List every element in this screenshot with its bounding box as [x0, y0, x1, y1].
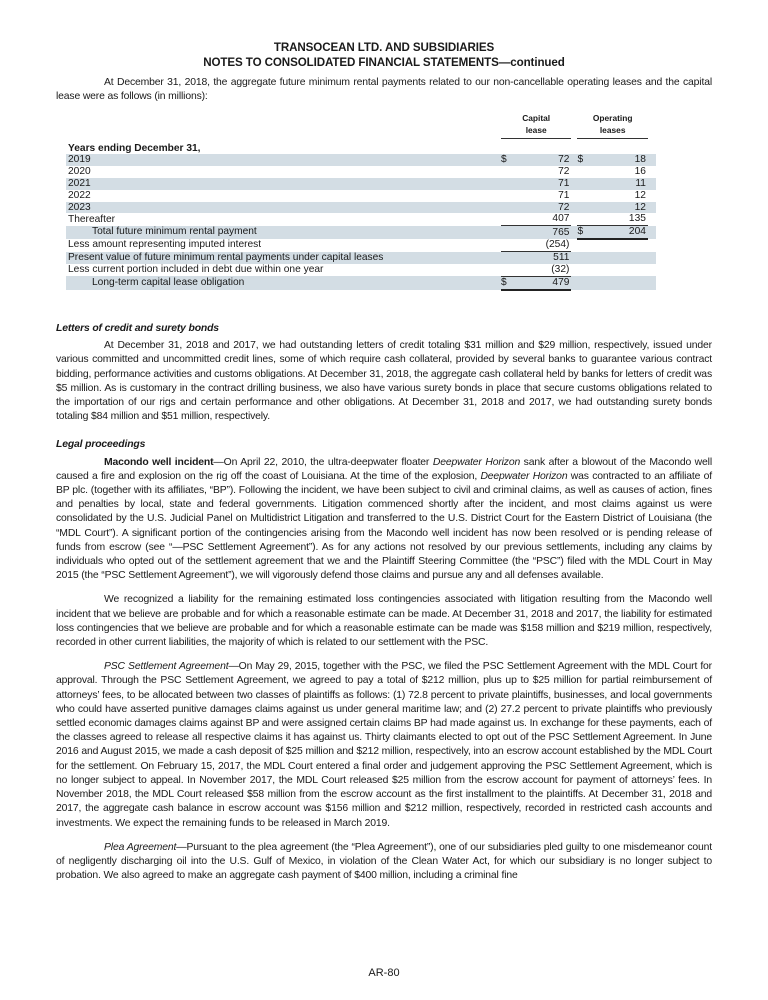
row-label: 2023 — [66, 202, 495, 214]
psc-body: —On May 29, 2015, together with the PSC, we filed the PSC Settlement Agreement with the MDL Court for approval. Through the PSC Settlement Agreement, we agreed to pay a total of $212 million, plus up to $25 million for partial reimbursement of attorneys’ fees, to be allocated between two classes of plaintiffs as follows: (1) 72.8 percent to private plaintiffs, businesses, and local governments who could have asserted punitive damages claims against us under general maritime law; and (2) 27.2 percent to private plaintiffs who previously settled economic damages claims against BP and were assigned certain claims BP had made against us. In exchange for these payments, each of the classes agreed to release all respective claims it has against us. Thirty claimants elected to opt out of the PSC Settlement Agreement. In June 2016 and August 2015, we made a cash deposit of $25 million and $212 million, respectively, into an escrow account established by the MDL Court for the settlement. On February 15, 2017, the MDL Court entered a final order and judgement approving the PSC Settlement Agreement, which is no longer subject to appeal. In November 2017, the MDL Court released $25 million from the escrow account for payment of attorneys’ fees. In November 2018, the MDL Court released $58 million from the escrow account as the first installment to the plaintiffs. At December 31, 2018 and 2017, the aggregate cash balance in escrow account was $156 million and $212 million, respectively, recorded in restricted cash accounts and investments. We expect the remaining funds to be released in March 2019. — [56, 661, 712, 829]
table-row — [66, 226, 656, 239]
row-label: Present value of future minimum rental payments under capital leases — [66, 252, 495, 264]
years-heading: Years ending December 31, — [68, 142, 201, 154]
spacer — [648, 213, 656, 225]
table-row — [66, 202, 656, 214]
operating-header-line1: Operating — [592, 113, 633, 123]
operating-currency-symbol: $ — [577, 154, 589, 166]
capital-lease-value: 479 — [513, 276, 571, 289]
operating-currency-symbol — [577, 252, 589, 264]
table-column-headers — [66, 113, 656, 138]
spacer — [648, 226, 656, 239]
plea-body: —Pursuant to the plea agreement (the “Plea Agreement”), one of our subsidiaries pled guilty to one misdemeanor count of negligently discharging oil into the U.S. Gulf of Mexico, in violation of the Clean Water Act, for which our subsidiary is no longer subject to probation. We also agreed to make an aggregate cash payment of $400 million, including a criminal fine — [56, 841, 713, 882]
letters-section-title: Letters of credit and surety bonds — [56, 323, 219, 334]
macondo-paragraph — [56, 456, 712, 584]
lease-payments-table — [66, 113, 656, 291]
letters-section — [56, 322, 712, 883]
vessel-name: Deepwater Horizon — [480, 470, 568, 482]
capital-lease-value: (254) — [513, 239, 571, 252]
table-row — [66, 239, 656, 252]
liability-paragraph: We recognized a liability for the remaining estimated loss contingencies associated with litigation resulting from the Macondo well incident that we believe are probable and for which a reasonable estimate can be made. At December 31, 2018 and 2017, the liability for estimated loss contingencies that we believe are probable and for which a reasonable estimate can be made was $158 million and $219 million, respectively, recorded in other current liabilities, the majority of which is related to our settlement with the PSC. — [56, 594, 712, 649]
spacer — [648, 190, 656, 202]
capital-lease-value: 71 — [513, 178, 571, 190]
operating-currency-symbol — [577, 166, 589, 178]
operating-currency-symbol — [577, 202, 589, 214]
table-row — [66, 190, 656, 202]
spacer — [648, 239, 656, 252]
capital-lease-value: 71 — [558, 189, 570, 201]
capital-currency-symbol — [501, 264, 513, 276]
operating-currency-symbol: $ — [577, 226, 589, 239]
operating-leases-value: 12 — [590, 202, 648, 214]
operating-leases-value: 135 — [590, 213, 648, 225]
operating-leases-value: 18 — [590, 154, 648, 166]
capital-currency-symbol — [501, 226, 513, 239]
spacer — [648, 166, 656, 178]
capital-currency-symbol — [501, 178, 513, 190]
row-label: Long-term capital lease obligation — [66, 276, 495, 289]
capital-lease-value: 72 — [558, 166, 570, 178]
page-subtitle: NOTES TO CONSOLIDATED FINANCIAL STATEMENTS—continued — [203, 56, 565, 69]
capital-lease-value: (32) — [513, 264, 571, 276]
spacer — [648, 264, 656, 276]
table-row — [66, 213, 656, 225]
spacer — [648, 154, 656, 166]
capital-currency-symbol — [501, 166, 513, 178]
row-label: 2022 — [68, 189, 91, 201]
capital-header-line1: Capital — [522, 113, 551, 123]
table-row — [66, 166, 656, 178]
capital-currency-symbol — [501, 190, 513, 202]
table-row — [66, 154, 656, 166]
capital-header-line2: lease — [525, 124, 547, 135]
operating-currency-symbol — [577, 276, 589, 289]
psc-lead: PSC Settlement Agreement — [104, 661, 229, 673]
plea-paragraph — [56, 841, 712, 884]
macondo-lead: Macondo well incident — [104, 456, 214, 468]
operating-leases-header — [577, 113, 647, 138]
operating-leases-value: 16 — [634, 166, 646, 178]
capital-lease-header — [501, 113, 571, 138]
operating-leases-value: 12 — [634, 189, 646, 201]
plea-lead: Plea Agreement — [104, 841, 177, 853]
row-label: 2021 — [66, 178, 495, 190]
capital-currency-symbol — [501, 239, 513, 252]
company-title: TRANSOCEAN LTD. AND SUBSIDIARIES — [273, 41, 495, 54]
table-row — [66, 264, 656, 276]
operating-leases-value — [590, 276, 648, 289]
row-label: Less current portion included in debt due within one year — [68, 264, 324, 276]
row-label: 2019 — [66, 154, 495, 166]
spacer — [648, 202, 656, 214]
page-number: AR-80 — [368, 967, 400, 979]
row-label: Thereafter — [68, 213, 115, 225]
macondo-text-c: was contracted to an affiliate of BP plc. (together with its affiliates, “BP”). Following the incident, we have been subject to civil and criminal claims, as well as causes of action, fines and penalties by local, state and federal governments. Litigation commenced shortly after the incident, and most claims against us were consolidated by the U.S. Judicial Panel on Multidistrict Litigation and transferred to the U.S. District Court for the Eastern District of Louisiana (the “MDL Court”). A significant portion of the contingencies arising from the Macondo well incident has now been resolved or is pending release of funds from escrow (see “—PSC Settlement Agreement”). As for any actions not resolved by our previous settlements, including any claims by individuals who opted out of the settlement agreement that we and the Plaintiff Steering Committee (the “PSC”) filed with the MDL Court in May 2015 (the “PSC Settlement Agreement”), we will vigorously defend those claims and pursue any and all defenses available. — [56, 470, 712, 582]
table-row — [66, 252, 656, 264]
capital-lease-value: 407 — [513, 213, 571, 225]
vessel-name: Deepwater Horizon — [432, 456, 521, 468]
operating-currency-symbol — [577, 178, 589, 190]
macondo-text-a: —On April 22, 2010, the ultra-deepwater floater — [213, 456, 433, 468]
capital-currency-symbol: $ — [501, 154, 513, 166]
capital-currency-symbol — [501, 252, 513, 264]
row-label: 2020 — [68, 166, 91, 178]
table-section-label-row — [66, 143, 656, 155]
operating-currency-symbol — [577, 264, 589, 276]
operating-leases-value — [590, 264, 648, 276]
row-label: Total future minimum rental payment — [66, 226, 495, 239]
spacer — [648, 178, 656, 190]
macondo-text-b: sank after a blowout of the Macondo well caused a fire and explosion on the rig off the coast of Louisiana. At the time of the explosion, — [56, 456, 712, 482]
operating-leases-value — [590, 239, 648, 252]
letters-paragraph: At December 31, 2018 and 2017, we had outstanding letters of credit totaling $31 million and $29 million, respectively, issued under various committed and uncommitted credit lines, some of which require cash collateral, provided by several banks to guarantee various contract bidding, performance activities and customs obligations. At December 31, 2018, the aggregate cash collateral held by banks for letters of credit was $5 million. As is customary in the contract drilling business, we also have various surety bonds in place that secure customs obligations related to the importation of our rigs and certain performance and other obligations. At December 31, 2018 and 2017, we had outstanding surety bonds totaling $84 million and $51 million, respectively. — [56, 340, 712, 423]
capital-currency-symbol: $ — [501, 276, 513, 289]
capital-lease-value: 72 — [513, 154, 571, 166]
operating-currency-symbol — [577, 213, 589, 225]
capital-lease-value: 765 — [513, 226, 571, 239]
operating-leases-value: 204 — [590, 226, 648, 239]
spacer — [648, 252, 656, 264]
capital-lease-value: 72 — [513, 202, 571, 214]
operating-leases-value — [590, 252, 648, 264]
spacer — [648, 276, 656, 289]
document-page — [56, 0, 712, 104]
capital-lease-value: 511 — [513, 252, 571, 264]
intro-paragraph: At December 31, 2018, the aggregate future minimum rental payments related to our non-cancellable operating leases and the capital lease were as follows (in millions): — [56, 77, 712, 103]
table-row — [66, 178, 656, 190]
operating-currency-symbol — [577, 190, 589, 202]
capital-currency-symbol — [501, 202, 513, 214]
legal-section-title: Legal proceedings — [56, 439, 146, 451]
table-row — [66, 276, 656, 289]
psc-paragraph — [56, 660, 712, 830]
operating-currency-symbol — [577, 239, 589, 252]
operating-leases-value: 11 — [590, 178, 648, 190]
row-label: Less amount representing imputed interest — [68, 239, 262, 251]
capital-currency-symbol — [501, 213, 513, 225]
operating-header-line2: leases — [599, 124, 626, 135]
